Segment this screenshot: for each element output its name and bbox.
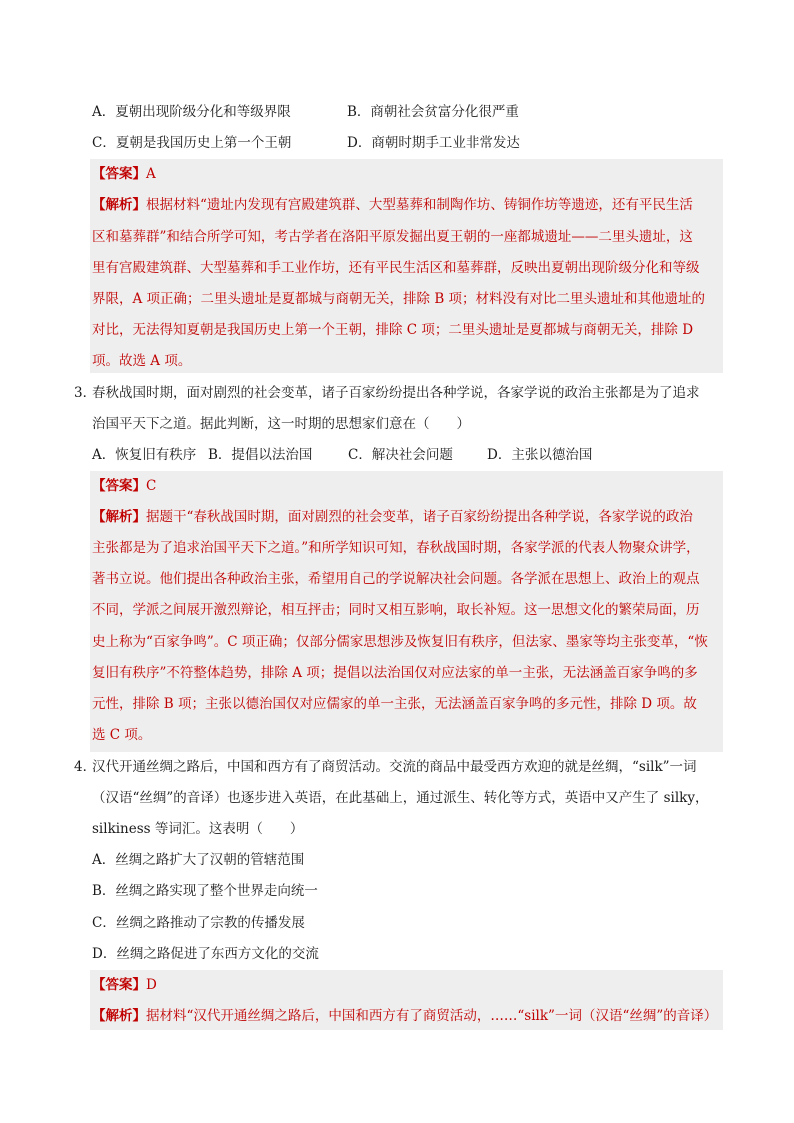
q2-analysis-line: 项。故选 A 项。 (92, 353, 192, 369)
q3-analysis-line: 主张都是为了追求治国平天下之道。”和所学知识可知，春秋战国时期，各家学派的代表人物聚众讲学， (92, 540, 700, 556)
answer-value: D (146, 977, 157, 993)
q3-analysis-line: 史上称为“百家争鸣”。C 项正确；仅部分儒家思想涉及恢复旧有秩序，但法家、墨家等均主张变革，“恢 (92, 634, 708, 650)
q4-option-d: D．丝绸之路促进了东西方文化的交流 (92, 946, 319, 962)
q2-option-b: B．商朝社会贫富分化很严重 (347, 104, 519, 120)
q2-option-d: D．商朝时期手工业非常发达 (347, 135, 520, 151)
answer-value: C (146, 478, 157, 494)
q3-analysis-line: 不同，学派之间展开激烈辩论，相互抨击；同时又相互影响，取长补短。这一思想文化的繁荣局面，历 (92, 602, 700, 618)
q2-analysis-line: 对比，无法得知夏朝是我国历史上第一个王朝，排除 C 项；二里头遗址是夏都城与商朝无关，排除 D (92, 322, 694, 338)
q3-analysis-line: 复旧有秩序”不符整体趋势，排除 A 项；提倡以法治国仅对应法家的单一主张，无法涵盖百家争鸣的多 (92, 665, 698, 681)
q3-answer (92, 476, 156, 496)
q2-option-a: A．夏朝出现阶级分化和等级界限 (92, 104, 291, 120)
q2-option-c: C．夏朝是我国历史上第一个王朝 (92, 135, 292, 151)
analysis-label: 【解析】 (92, 1008, 146, 1024)
q3-analysis-line: 【解析】据题干“春秋战国时期，面对剧烈的社会变革，诸子百家纷纷提出各种学说，各家学说的政治 (92, 509, 693, 525)
q3-number: 3． (74, 385, 97, 401)
analysis-label: 【解析】 (92, 509, 146, 525)
q4-stem-line: silkiness 等词汇。这表明（ ） (92, 821, 304, 837)
answer-value: A (146, 166, 156, 182)
q4-option-b: B．丝绸之路实现了整个世界走向统一 (92, 883, 318, 899)
q3-option-d: D．主张以德治国 (487, 447, 593, 463)
q4-option-a: A．丝绸之路扩大了汉朝的管辖范围 (92, 852, 305, 868)
q3-stem-line: 治国平天下之道。据此判断，这一时期的思想家们意在（ ） (92, 416, 470, 432)
q2-answer (92, 164, 156, 184)
q2-analysis-line: 里有宫殿建筑群、大型墓葬和手工业作坊，还有平民生活区和墓葬群，反映出夏朝出现阶级分化和等级 (92, 260, 700, 276)
q2-analysis-line: 【解析】根据材料“遗址内发现有宫殿建筑群、大型墓葬和制陶作坊、铸铜作坊等遗迹，还有平民生活 (92, 197, 693, 213)
answer-label: 【答案】 (92, 478, 146, 494)
answer-label: 【答案】 (92, 166, 146, 182)
q3-option-a: A．恢复旧有秩序 (92, 447, 197, 463)
q4-answer (92, 975, 157, 995)
q3-analysis-line: 选 C 项。 (92, 727, 152, 743)
q3-analysis-line: 著书立说。他们提出各种政治主张，希望用自己的学说解决社会问题。各学派在思想上、政治上的观点 (92, 571, 700, 587)
q2-analysis-line: 区和墓葬群”和结合所学可知，考古学者在洛阳平原发掘出夏王朝的一座都城遗址——二里头遗址，这 (92, 229, 693, 245)
q3-analysis-line: 元性，排除 B 项；主张以德治国仅对应儒家的单一主张，无法涵盖百家争鸣的多元性，排除 D 项。故 (92, 696, 697, 712)
q2-analysis-line: 界限，A 项正确；二里头遗址是夏都城与商朝无关，排除 B 项；材料没有对比二里头遗址和其他遗址的 (92, 291, 706, 307)
q4-stem-line: （汉语“丝绸”的音译）也逐步进入英语，在此基础上，通过派生、转化等方式，英语中又产生了 silky， (92, 790, 709, 806)
q3-option-b: B．提倡以法治国 (208, 447, 313, 463)
q3-option-c: C．解决社会问题 (348, 447, 453, 463)
q4-analysis-line: 【解析】据材料“汉代开通丝绸之路后，中国和西方有了商贸活动，……“silk”一词（汉语“丝绸”的音译） (92, 1008, 718, 1024)
q4-option-c: C．丝绸之路推动了宗教的传播发展 (92, 915, 305, 931)
q4-stem-line: 汉代开通丝绸之路后，中国和西方有了商贸活动。交流的商品中最受西方欢迎的就是丝绸，“silk”一词 (92, 759, 697, 775)
q3-stem-line: 春秋战国时期，面对剧烈的社会变革，诸子百家纷纷提出各种学说，各家学说的政治主张都是为了追求 (92, 385, 700, 401)
analysis-label: 【解析】 (92, 197, 146, 213)
q4-number: 4． (74, 759, 97, 775)
answer-label: 【答案】 (92, 977, 146, 993)
